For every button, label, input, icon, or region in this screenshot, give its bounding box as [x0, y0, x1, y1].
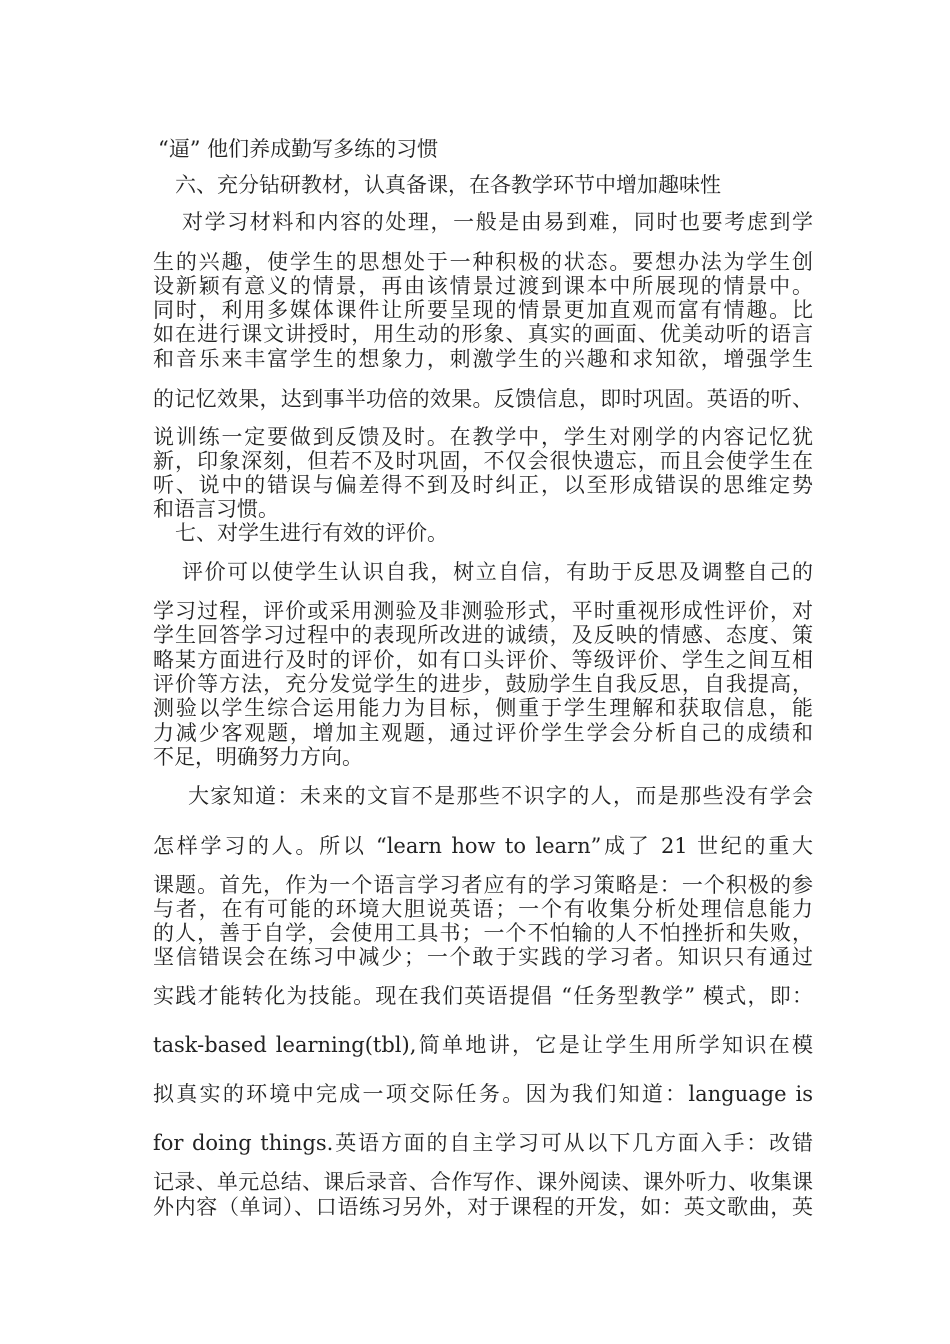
text-line: 的人，善于自学，会使用工具书；一个不怕输的人不怕挫折和失败， — [153, 921, 813, 945]
text-line: 新，印象深刻，但若不及时巩固，不仅会很快遗忘，而且会使学生在 — [153, 449, 813, 473]
text-line: 大家知道：未来的文盲不是那些不识字的人，而是那些没有学会 — [188, 784, 813, 808]
text-line: 坚信错误会在练习中减少；一个敢于实践的学习者。知识只有通过 — [153, 945, 813, 969]
text-line: 怎样学习的人。所以 “learn how to learn”成了 21 世纪的重大 — [153, 834, 813, 858]
text-line: “逼” 他们养成勤写多练的习惯 — [158, 137, 439, 161]
text-line: 课题。首先，作为一个语言学习者应有的学习策略是：一个积极的参 — [153, 873, 813, 897]
text-line: 同时，利用多媒体课件让所要呈现的情景更加直观而富有情趣。比 — [153, 298, 813, 322]
text-line: 和语言习惯。 — [153, 497, 279, 521]
text-line: 与者，在有可能的环境大胆说英语；一个有收集分析处理信息能力 — [153, 897, 813, 921]
text-line: 学习过程，评价或采用测验及非测验形式，平时重视形成性评价，对 — [153, 599, 813, 623]
text-line: 记录、单元总结、课后录音、合作写作、课外阅读、课外听力、收集课 — [153, 1170, 813, 1194]
text-line: 拟真实的环境中完成一项交际任务。因为我们知道：language is — [153, 1082, 813, 1106]
text-line: 略某方面进行及时的评价，如有口头评价、等级评价、学生之间互相 — [153, 648, 813, 672]
section-heading: 六、充分钻研教材，认真备课，在各教学环节中增加趣味性 — [175, 173, 721, 197]
text-line: for doing things.英语方面的自主学习可从以下几方面入手：改错 — [153, 1131, 813, 1155]
text-line: 如在进行课文讲授时，用生动的形象、真实的画面、优美动听的语言 — [153, 322, 813, 346]
text-line: 的记忆效果，达到事半功倍的效果。反馈信息，即时巩固。英语的听、 — [153, 387, 813, 411]
text-line: task-based learning(tbl),简单地讲，它是让学生用所学知识在模 — [153, 1033, 813, 1057]
text-line: 生的兴趣，使学生的思想处于一种积极的状态。要想办法为学生创 — [153, 250, 813, 274]
text-line: 听、说中的错误与偏差得不到及时纠正，以至形成错误的思维定势 — [153, 473, 813, 497]
text-line: 设新颖有意义的情景，再由该情景过渡到课本中所展现的情景中。 — [153, 274, 813, 298]
section-heading: 七、对学生进行有效的评价。 — [175, 521, 448, 545]
text-line: 学生回答学习过程中的表现所改进的诚绩，及反映的情感、态度、策 — [153, 623, 813, 647]
text-line: 和音乐来丰富学生的想象力，刺激学生的兴趣和求知欲，增强学生 — [153, 347, 813, 371]
text-line: 说训练一定要做到反馈及时。在教学中，学生对刚学的内容记忆犹 — [153, 425, 813, 449]
text-line: 对学习材料和内容的处理，一般是由易到难，同时也要考虑到学 — [182, 210, 813, 234]
text-line: 评价可以使学生认识自我，树立自信，有助于反思及调整自己的 — [182, 560, 813, 584]
text-line: 外内容（单词）、口语练习另外，对于课程的开发，如：英文歌曲，英 — [153, 1195, 813, 1219]
text-line: 不足，明确努力方向。 — [153, 745, 363, 769]
text-line: 力减少客观题，增加主观题，通过评价学生学会分析自己的成绩和 — [153, 721, 813, 745]
text-line: 实践才能转化为技能。现在我们英语提倡 “任务型教学” 模式，即： — [153, 984, 813, 1008]
text-line: 测验以学生综合运用能力为目标，侧重于学生理解和获取信息，能 — [153, 696, 813, 720]
text-line: 评价等方法，充分发觉学生的进步，鼓励学生自我反思，自我提高， — [153, 672, 813, 696]
